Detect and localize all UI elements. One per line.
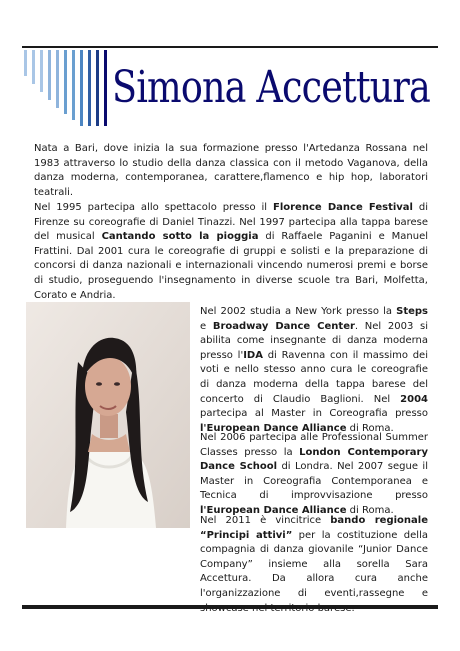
text-run: di Londra. Nel 2007 segue il Master in Coreografia Contemporanea e Tecnica di improvvisazione presso bbox=[200, 461, 428, 502]
bio-paragraph-3 bbox=[200, 305, 428, 436]
stripe bbox=[48, 50, 51, 100]
bold-run: London Contemporary Dance School bbox=[200, 446, 428, 473]
text-run: di Ravenna con il massimo dei voti e nello stesso anno cura le coreografie di danza moderna della tappa barese del concerto di Claudio Baglioni. Nel bbox=[200, 349, 428, 405]
bold-run: 2004 bbox=[400, 393, 428, 405]
text-run: di Raffaele Paganini e Manuel Frattini. Dal 2001 cura le coreografie di gruppi e solisti e la preparazione di concorsi di danza nazionali e internazionali vincendo numerosi premi e borse di studio, proseguendo l'insegnamento in diverse scuole tra Bari, Molfetta, Corato e Andria. bbox=[34, 231, 428, 301]
text-run: di Roma. bbox=[346, 422, 394, 434]
header-rule bbox=[22, 46, 438, 48]
bold-run: IDA bbox=[243, 349, 263, 361]
bold-run: l'European Dance Alliance bbox=[200, 504, 347, 516]
bio-paragraph-4 bbox=[200, 431, 428, 519]
bold-run: Cantando sotto la pioggia bbox=[101, 231, 259, 243]
text-run: Nel 1995 partecipa allo spettacolo presso il bbox=[34, 202, 273, 213]
bold-run: Broadway Dance Center bbox=[212, 320, 355, 332]
text-run: partecipa al Master in Coreografia presso bbox=[200, 408, 428, 420]
header-stripes bbox=[24, 50, 124, 128]
bold-run: l'European Dance Alliance bbox=[200, 422, 347, 434]
stripe bbox=[64, 50, 67, 114]
text-run: di Firenze su coreografie di Daniel Tinazzi. Nel 1997 partecipa alla tappa barese del musical bbox=[34, 202, 428, 243]
bio-paragraph-5 bbox=[200, 514, 428, 616]
stripe bbox=[32, 50, 35, 84]
bold-run: bando regionale “Principi attivi” bbox=[200, 515, 428, 541]
page-title: Simona Accettura bbox=[112, 62, 430, 113]
stripe bbox=[96, 50, 99, 126]
text-run: Nel 2002 studia a New York presso la bbox=[200, 306, 397, 317]
stripe bbox=[104, 50, 107, 126]
bio-paragraph-2 bbox=[34, 201, 428, 303]
text-run: per la costituzione della compagnia di danza giovanile “Junior Dance Company” insieme alla sorella Sara Accettura. Da allora cura anche l'organizzazione di eventi,rassegne e bbox=[200, 529, 428, 599]
text-run: Nel 2011 è vincitrice bbox=[200, 515, 331, 526]
bold-run: Florence Dance Festival bbox=[272, 202, 413, 213]
footer-rule bbox=[22, 605, 438, 609]
portrait-photo bbox=[26, 302, 190, 528]
stripe bbox=[88, 50, 91, 126]
text-run: Nel 2006 partecipa alle Professional Summer Classes presso la bbox=[200, 432, 428, 458]
bold-run: Steps bbox=[396, 306, 428, 317]
bio-paragraph-1: Nata a Bari, dove inizia la sua formazione presso l'Artedanza Rossana nel 1983 attraverso lo studio della danza classica con il metodo Vaganova, della danza moderna, contemporanea, carattere,flamenco e hip hop, laboratori teatrali. bbox=[34, 143, 428, 198]
stripe bbox=[40, 50, 43, 92]
stripe bbox=[72, 50, 75, 120]
text-run: . Nel 2003 si abilita come insegnante di danza moderna presso l' bbox=[200, 320, 428, 361]
text-run: e bbox=[200, 320, 213, 332]
stripe bbox=[56, 50, 59, 108]
text-run: di Roma. bbox=[346, 504, 394, 516]
stripe bbox=[24, 50, 27, 76]
stripe bbox=[80, 50, 83, 126]
